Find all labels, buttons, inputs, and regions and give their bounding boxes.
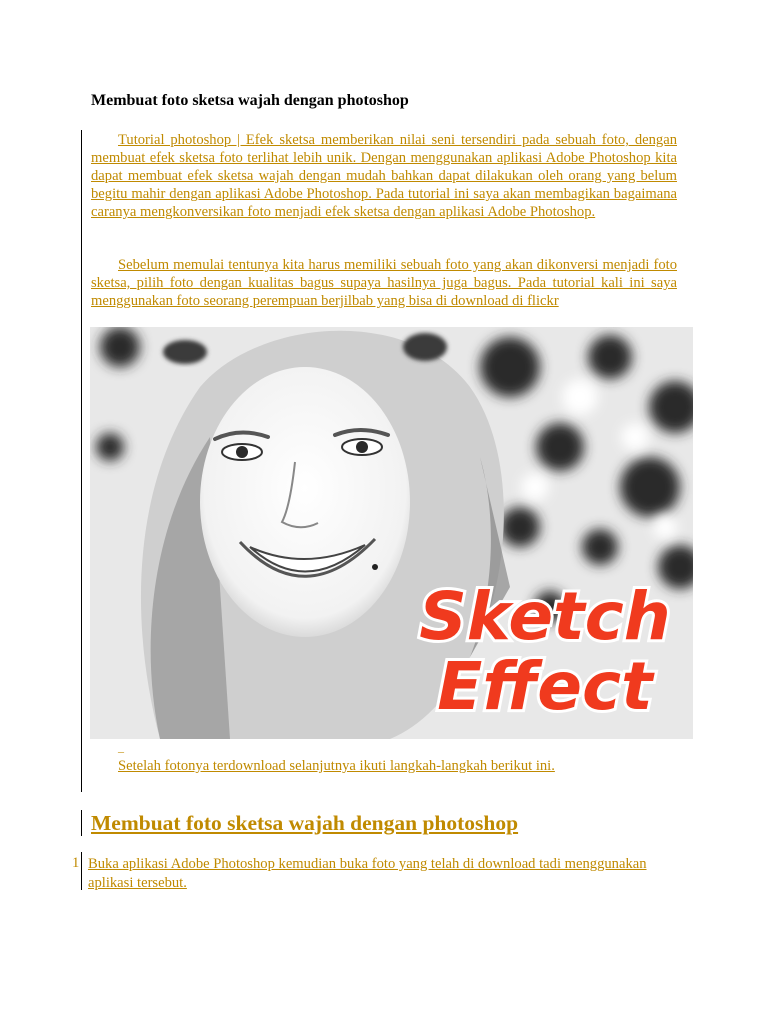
paragraph-next-steps-text[interactable]: Setelah fotonya terdownload selanjutnya ikuti langkah-langkah berikut ini. [118,758,555,774]
section-heading[interactable]: Membuat foto sketsa wajah dengan photoshop [91,811,519,835]
change-bar [81,130,82,792]
change-bar [81,852,82,890]
paragraph-next-steps[interactable] [118,757,678,775]
underscore-mark: _ [118,740,124,754]
effect-label-line2: Effect [437,648,653,725]
sketch-effect-image [90,327,693,739]
paragraph-prereq-text[interactable]: Sebelum memulai tentunya kita harus memiliki sebuah foto yang akan dikonversi menjadi foto sketsa, pilih foto dengan kualitas bagus supaya hasilnya juga bagus. Pada tutorial kali ini saya menggunakan foto seorang perempuan berjilbab yang bisa di download di flickr [91,257,677,309]
list-item-text[interactable]: Buka aplikasi Adobe Photoshop kemudian buka foto yang telah di download tadi menggunakan aplikasi tersebut. [88,856,647,891]
change-bar [81,810,82,836]
paragraph-prereq[interactable] [91,256,677,310]
paragraph-intro[interactable] [91,131,677,221]
effect-label-line1: Sketch [419,578,671,655]
paragraph-intro-text[interactable]: Tutorial photoshop | Efek sketsa memberikan nilai seni tersendiri pada sebuah foto, dengan membuat efek sketsa foto terlihat lebih unik. Dengan menggunakan aplikasi Adobe Photoshop kita dapat membuat efek sketsa wajah dengan mudah bahkan dapat dilakukan oleh orang yang belum begitu mahir dengan aplikasi Adobe Photoshop. Pada tutorial ini saya akan membagikan bagaimana caranya mengkonversikan foto menjadi efek sketsa dengan aplikasi Adobe Photoshop. [91,132,677,220]
list-item-number: 1 [72,855,80,871]
page-title: Membuat foto sketsa wajah dengan photoshop [91,92,409,109]
